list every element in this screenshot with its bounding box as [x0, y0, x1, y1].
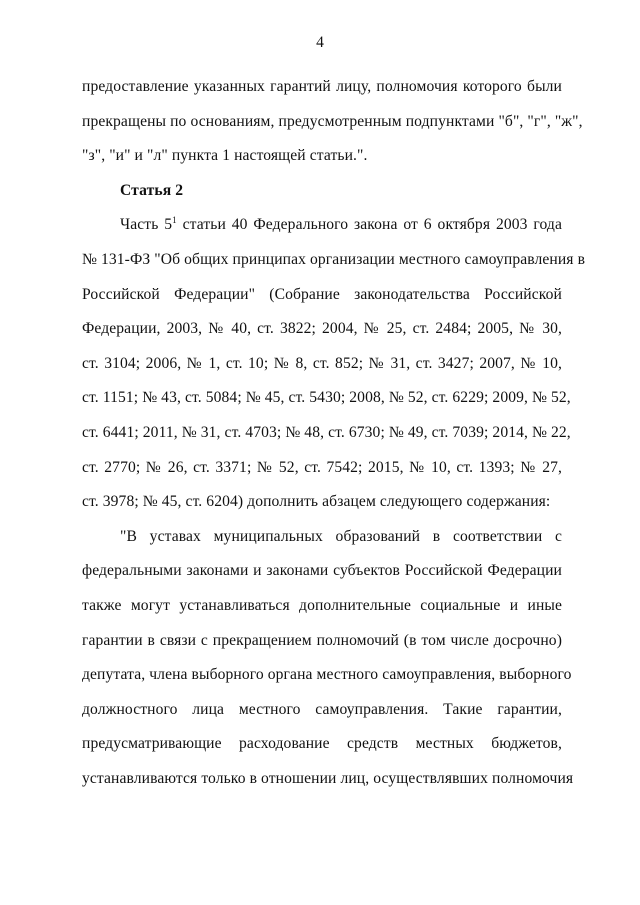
text-line: "з", "и" и "л" пункта 1 настоящей статьи.".: [82, 147, 368, 165]
document-body: [82, 70, 586, 796]
text-line: ст. 6441; 2011, № 31, ст. 4703; № 48, ст. 6730; № 49, ст. 7039; 2014, № 22,: [82, 423, 571, 441]
page-number: 4: [316, 34, 324, 51]
text-fragment: Часть 5: [120, 216, 173, 234]
text-line: [82, 208, 562, 243]
text-line: № 131-ФЗ "Об общих принципах организации местного самоуправления в: [82, 250, 586, 268]
text-line: гарантии в связи с прекращением полномочий (в том числе досрочно): [82, 631, 562, 649]
text-line: должностного лица местного самоуправления. Такие гарантии,: [82, 700, 562, 718]
text-line: Федерации, 2003, № 40, ст. 3822; 2004, № 25, ст. 2484; 2005, № 30,: [82, 320, 562, 338]
text-line: ст. 1151; № 43, ст. 5084; № 45, ст. 5430; 2008, № 52, ст. 6229; 2009, № 52,: [82, 389, 571, 407]
text-line: "В уставах муниципальных образований в соответствии с: [120, 527, 562, 545]
text-line: ст. 3978; № 45, ст. 6204) дополнить абзацем следующего содержания:: [82, 493, 551, 511]
text-line: федеральными законами и законами субъектов Российской Федерации: [82, 562, 562, 580]
article-heading: Статья 2: [120, 181, 184, 199]
text-line: устанавливаются только в отношении лиц, осуществлявших полномочия: [82, 769, 574, 787]
text-line: предоставление указанных гарантий лицу, полномочия которого были: [82, 78, 562, 95]
text-line: предусматривающие расходование средств местных бюджетов,: [82, 735, 562, 753]
text-line: также могут устанавливаться дополнительные социальные и иные: [82, 596, 562, 614]
text-line: прекращены по основаниям, предусмотренным подпунктами "б", "г", "ж",: [82, 112, 583, 130]
text-line: Российской Федерации" (Собрание законодательства Российской: [82, 285, 562, 303]
superscript: 1: [172, 215, 177, 226]
text-line: ст. 3104; 2006, № 1, ст. 10; № 8, ст. 852; № 31, ст. 3427; 2007, № 10,: [82, 354, 562, 372]
text-line: ст. 2770; № 26, ст. 3371; № 52, ст. 7542; 2015, № 10, ст. 1393; № 27,: [82, 458, 562, 476]
text-line: депутата, члена выборного органа местного самоуправления, выборного: [82, 666, 572, 684]
text-fragment: статьи 40 Федерального закона от 6 октября 2003 года: [176, 216, 562, 234]
